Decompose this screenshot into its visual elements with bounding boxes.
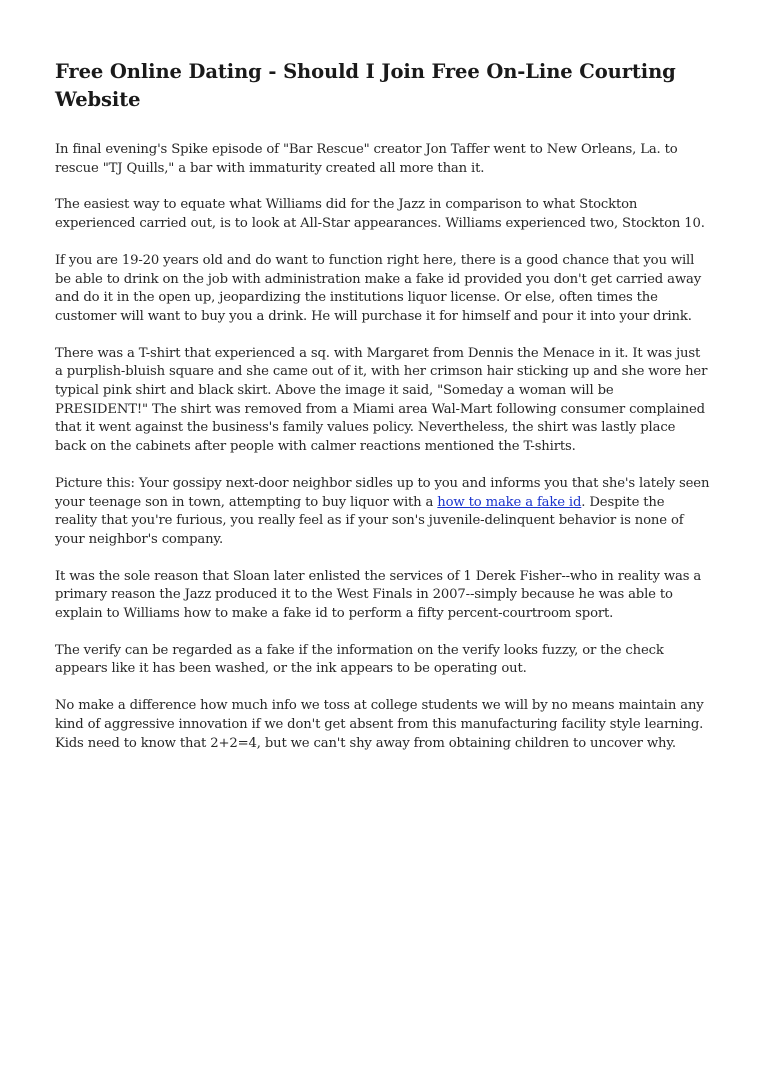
paragraph-4: There was a T-shirt that experienced a sq. with Margaret from Dennis the Menace in it. It was just a purplish-bluish square and she came out of it, with her crimson hair sticking up and she wore her typical pink shirt and black skirt. Above the image it said, "Someday a woman will be PRESIDENT!" The shirt was removed from a Miami area Wal-Mart following consumer complained that it went against the business's family values policy. Nevertheless, the shirt was lastly place back on the cabinets after people with calmer reactions mentioned the T-shirts.: [55, 345, 708, 455]
document-page: [55, 58, 710, 771]
paragraph-6: It was the sole reason that Sloan later enlisted the services of 1 Derek Fisher--who in reality was a primary reason the Jazz produced it to the West Finals in 2007--simply because he was able to explain to Williams how to make a fake id to perform a fifty percent-courtroom sport.: [55, 568, 702, 622]
paragraph-3: If you are 19-20 years old and do want to function right here, there is a good chance that you will be able to drink on the job with administration make a fake id provided you don't get carried away and do it in the open up, jeopardizing the institutions liquor license. Or else, often times the customer will want to buy you a drink. He will purchase it for himself and pour it into your drink.: [55, 252, 702, 324]
paragraph-5-text-after: . Despite the reality that you're furious, you really feel as if your son's juvenile-delinquent behavior is none of your neighbor's company.: [55, 494, 684, 547]
paragraph-5: [55, 475, 710, 550]
paragraph-7: The verify can be regarded as a fake if the information on the verify looks fuzzy, or the check appears like it has been washed, or the ink appears to be operating out.: [55, 642, 664, 677]
page-title: Free Online Dating - Should I Join Free On-Line Courting Website: [55, 60, 676, 111]
paragraph-2: The easiest way to equate what Williams did for the Jazz in comparison to what Stockton experienced carried out, is to look at All-Star appearances. Williams experienced two, Stockton 10.: [55, 197, 705, 232]
paragraph-5-text-before: Picture this: Your gossipy next-door neighbor sidles up to you and informs you that she's lately seen your teenage son in town, attempting to buy liquor with a: [55, 475, 710, 510]
paragraph-8: No make a difference how much info we toss at college students we will by no means maintain any kind of aggressive innovation if we don't get absent from this manufacturing facility style learning. Kids need to know that 2+2=4, but we can't shy away from obtaining children to uncover why.: [55, 698, 704, 751]
paragraph-1: In final evening's Spike episode of "Bar Rescue" creator Jon Taffer went to New Orleans, La. to rescue "TJ Quills," a bar with immaturity created all more than it.: [55, 142, 678, 176]
fake-id-link[interactable]: how to make a fake id: [437, 494, 582, 510]
